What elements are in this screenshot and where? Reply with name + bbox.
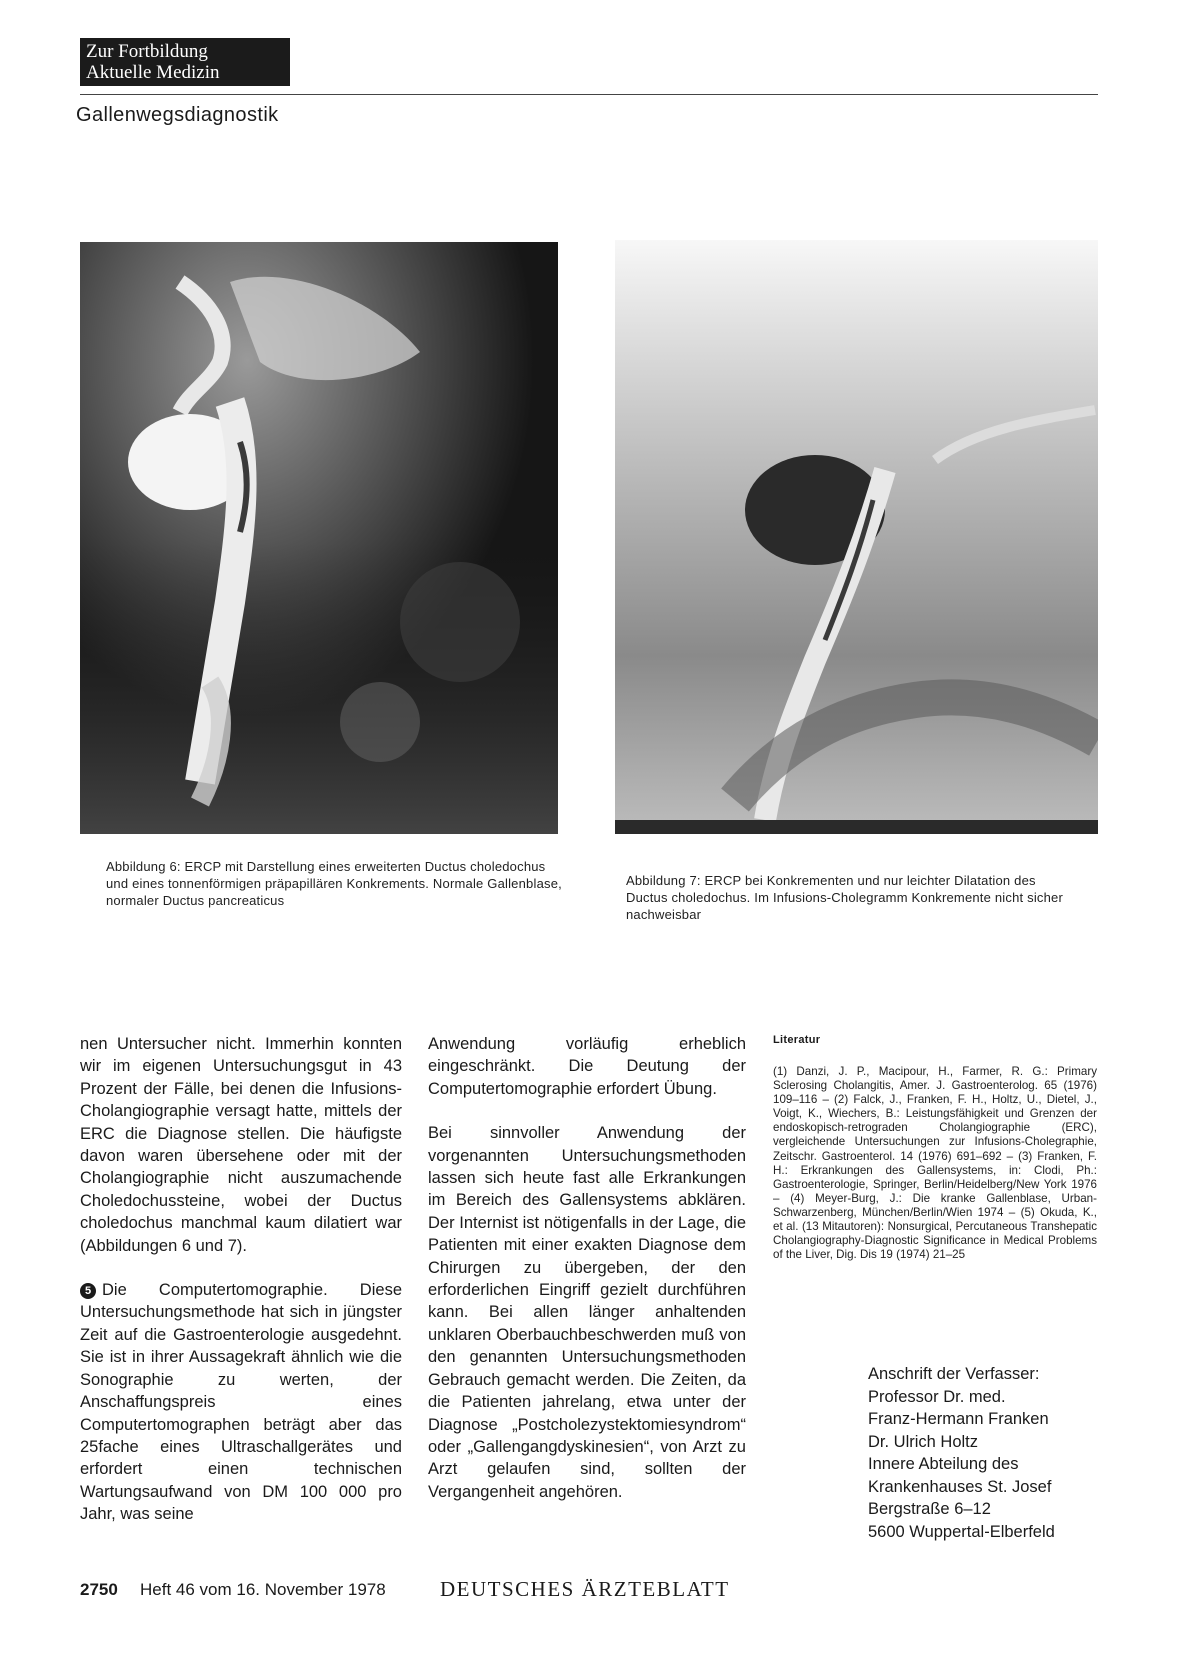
bullet-number-icon: 5 (80, 1283, 96, 1299)
rubric-line-1: Zur Fortbildung (86, 41, 208, 62)
address-line-3: Franz-Hermann Franken (868, 1410, 1049, 1428)
author-address (868, 1363, 1055, 1543)
literature-heading: Literatur (773, 1034, 821, 1046)
literature-references: (1) Danzi, J. P., Macipour, H., Farmer, R. G.: Primary Sclerosing Cholangitis, Amer. J. Gastroenterolog. 65 (1976) 109–116 – (2) Falck, J., Franken, F. H., Holtz, U., Dietel, J., Voigt, K., Wiechers, B.: Leistungsfähigkeit und Grenzen der endoskopisch-retrograden Cholangiographie (ERC), vergleichende Untersuchungen zur Infusions-Cholegraphie, Zeitschr. Gastroenterol. 14 (1976) 691–692 – (3) Franken, F. H.: Erkrankungen des Gallensystems, in: Clodi, Ph.: Gastroenterologie, Springer, Berlin/Heidelberg/New York 1976 – (4) Meyer-Burg, J.: Die kranke Gallenblase, Urban-Schwarzenberg, München/Berlin/Wien 1974 – (5) Okuda, K., et al. (13 Mitautoren): Nonsurgical, Percutaneous Transhepatic Cholangiography-Diagnostic Significance in Medical Problems of the Liver, Dig. Dis 19 (1974) 21–25 (773, 1065, 1097, 1262)
column-2-paragraph-2: Bei sinnvoller Anwendung der vorgenannten Untersuchungsmethoden lassen sich heute fast alle Erkrankungen im Bereich des Gallensystems abklären. Der Internist ist nötigenfalls in der Lage, die Patienten mit einer exakten Diagnose dem Chirurgen zu übergeben, der den erforderlichen Eingriff gezielt durchführen kann. Bei allen länger anhaltenden unklaren Oberbauchbeschwerden muß von den genannten Untersuchungsmethoden Gebrauch gemacht werden. Die Zeiten, da die Patienten jahrelang, etwa unter der Diagnose „Postcholezystektomiesyndrom“ oder „Gallengangdyskinesien“, von Arzt zu Arzt gelaufen sind, sollten der Vergangenheit angehören. (428, 1124, 746, 1501)
column-1-paragraph-1: nen Untersucher nicht. Immerhin konnten wir im eigenen Untersuchungsgut in 43 Prozent der Fälle, bei denen die Infusions-Cholangiographie versagt hatte, mittels der ERC die Diagnose stellen. Die häufigste davon waren übersehene oder mit der Cholangiographie nicht auszumachende Choledochussteine, wobei der Ductus choledochus manchmal kaum dilatiert war (Abbildungen 6 und 7). (80, 1035, 402, 1255)
address-line-6: Krankenhauses St. Josef (868, 1477, 1052, 1496)
body-column-2 (428, 1033, 746, 1503)
rubric-line-2: Aktuelle Medizin (86, 62, 220, 83)
section-title: Gallenwegsdiagnostik (76, 104, 279, 126)
journal-name: DEUTSCHES ÄRZTEBLATT (440, 1577, 730, 1601)
page-number: 2750 (80, 1580, 118, 1599)
figure-6-xray (80, 242, 558, 834)
address-line-4: Dr. Ulrich Holtz (868, 1432, 979, 1451)
issue-info: Heft 46 vom 16. November 1978 (140, 1580, 386, 1599)
body-column-1 (80, 1033, 402, 1526)
rubric-box (80, 38, 290, 86)
address-line-8: 5600 Wuppertal-Elberfeld (868, 1522, 1055, 1541)
column-1-paragraph-2-text: Die Computertomographie. Diese Untersuchungsmethode hat sich in jüngster Zeit auf die Gastroenterologie ausgedehnt. Sie ist in ihrer Aussagekraft ähnlich wie die Sonographie zu werten, der Anschaffungspreis eines Computertomographen beträgt aber das 25fache eines Ultraschallgerätes und erfordert einen technischen Wartungsaufwand von DM 100 000 pro Jahr, was seine (80, 1281, 402, 1524)
address-line-7: Bergstraße 6–12 (868, 1500, 991, 1518)
figure-6-caption: Abbildung 6: ERCP mit Darstellung eines erweiterten Ductus choledochus und eines tonnenförmigen präpapillären Konkrements. Normale Gallenblase, normaler Ductus pancreaticus (106, 859, 562, 908)
figure-7-caption: Abbildung 7: ERCP bei Konkrementen und nur leichter Dilatation des Ductus choledochus. Im Infusions-Cholegramm Konkremente nicht sicher nachweisbar (626, 873, 1064, 922)
address-line-2: Professor Dr. med. (868, 1387, 1006, 1406)
address-line-5: Innere Abteilung des (868, 1455, 1019, 1473)
column-1-paragraph-2 (80, 1279, 402, 1525)
column-2-paragraph-1: Anwendung vorläufig erheblich eingeschränkt. Die Deutung der Computertomographie erfordert Übung. (428, 1035, 746, 1098)
figure-7-xray (615, 240, 1098, 834)
address-line-1: Anschrift der Verfasser: (868, 1365, 1040, 1383)
header-rule (80, 94, 1098, 95)
